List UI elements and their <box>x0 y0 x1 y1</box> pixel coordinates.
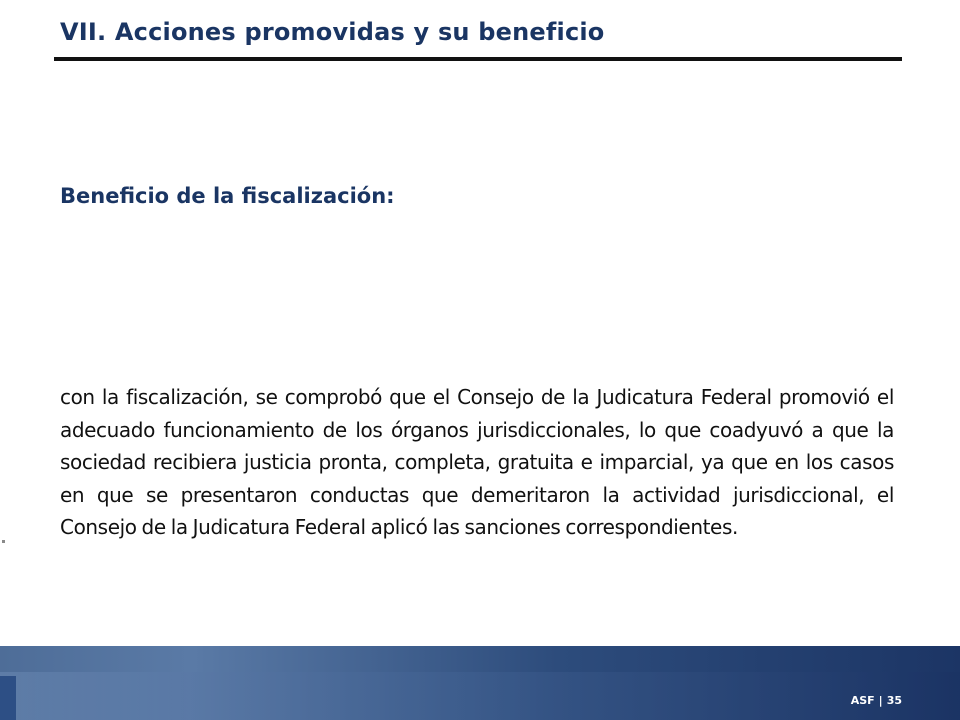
body-paragraph: con la fiscalización, se comprobó que el Consejo de la Judicatura Federal promovió el adecuado funcionamiento de los órganos jurisdiccionales, lo que coadyuvó a que la sociedad recibiera justicia pronta, completa, gratuita e imparcial, ya que en los casos en que se presentaron conductas que demeritaron la actividad jurisdiccional, el Consejo de la Judicatura Federal aplicó las sanciones correspondientes. <box>60 385 894 539</box>
section-heading: Beneficio de la fiscalización: <box>60 184 395 208</box>
slide-title: VII. Acciones promovidas y su beneficio <box>60 18 605 46</box>
page-indicator <box>851 694 902 707</box>
footer-block <box>0 676 16 720</box>
footer-bar <box>0 646 960 720</box>
footer-band <box>0 672 960 720</box>
page-number: 35 <box>886 694 902 707</box>
side-mark <box>2 540 5 543</box>
title-underline <box>54 57 902 61</box>
footer-separator: | <box>878 694 883 707</box>
org-label: ASF <box>850 694 875 707</box>
